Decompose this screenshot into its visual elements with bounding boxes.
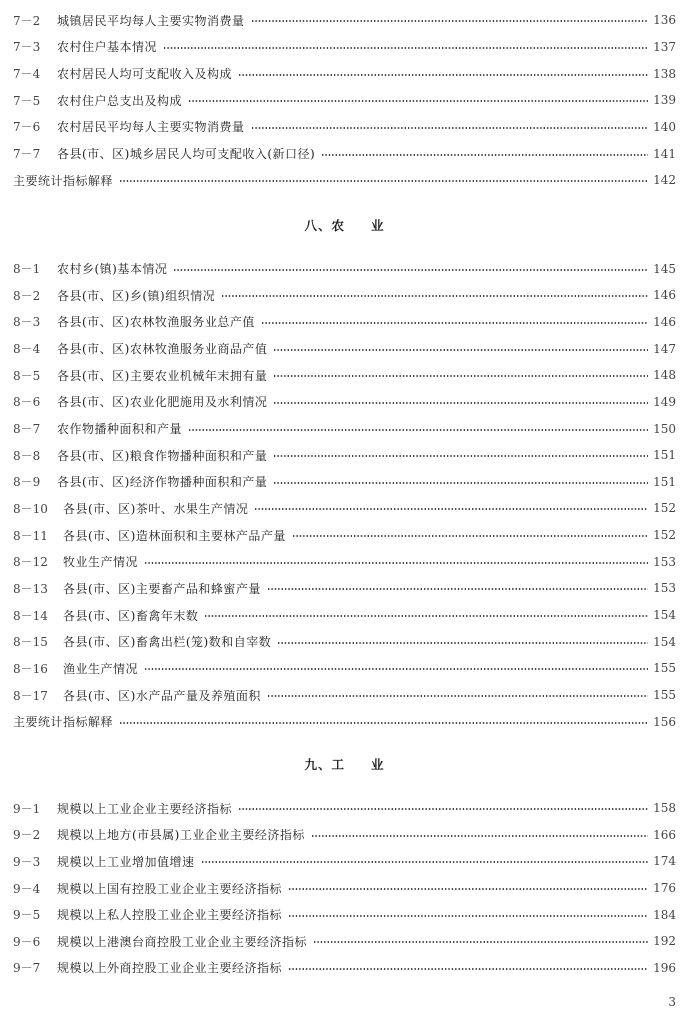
dot-leader <box>273 349 648 351</box>
toc-entry[interactable] <box>0 309 689 336</box>
toc-entry[interactable] <box>0 795 689 822</box>
dot-leader <box>119 180 648 182</box>
entry-number: 7－5 <box>13 93 41 108</box>
dot-leader <box>292 535 648 537</box>
entry-title[interactable]: 各县(市、区)农林牧渔服务业商品产值 <box>57 342 268 357</box>
entry-title[interactable]: 农作物播种面积和产量 <box>57 422 183 437</box>
entry-number: 8－1 <box>13 262 41 277</box>
toc-entry[interactable] <box>0 928 689 955</box>
dot-leader <box>251 127 648 129</box>
dot-leader <box>311 835 648 837</box>
entry-title[interactable]: 规模以上私人控股工业企业主要经济指标 <box>57 908 283 923</box>
entry-title[interactable]: 各县(市、区)主要畜产品和蜂蜜产量 <box>63 581 261 596</box>
entry-page: 176 <box>653 881 676 896</box>
entry-title[interactable]: 各县(市、区)茶叶、水果生产情况 <box>63 501 249 516</box>
entry-page: 139 <box>653 93 676 108</box>
entry-title[interactable]: 各县(市、区)经济作物播种面积和产量 <box>57 475 268 490</box>
entry-number: 8－7 <box>13 422 41 437</box>
dot-leader <box>321 154 648 156</box>
entry-page: 155 <box>653 661 676 676</box>
dot-leader <box>273 402 648 404</box>
entry-number: 8－9 <box>13 475 41 490</box>
entry-number: 7－7 <box>13 147 41 162</box>
dot-leader <box>201 861 648 863</box>
entry-page: 151 <box>653 448 676 463</box>
entry-title[interactable]: 渔业生产情况 <box>63 661 139 676</box>
entry-page: 184 <box>653 907 676 922</box>
entry-title[interactable]: 农村住户基本情况 <box>57 40 158 55</box>
entry-number: 8－10 <box>13 501 48 516</box>
entry-page: 166 <box>653 827 676 842</box>
entry-title[interactable]: 各县(市、区)农林牧渔服务业总产值 <box>57 315 255 330</box>
entry-number: 7－4 <box>13 67 41 82</box>
toc-entry[interactable] <box>0 495 689 522</box>
dot-leader <box>277 642 648 644</box>
entry-page: 136 <box>653 13 676 28</box>
entry-page: 141 <box>653 146 676 161</box>
section-heading <box>0 212 689 239</box>
entry-title[interactable]: 各县(市、区)农业化肥施用及水利情况 <box>57 395 268 410</box>
entry-number: 8－5 <box>13 368 41 383</box>
entry-page: 158 <box>653 801 676 816</box>
entry-page: 154 <box>653 608 676 623</box>
entry-page: 174 <box>653 854 676 869</box>
toc-entry[interactable] <box>0 362 689 389</box>
entry-number: 8－14 <box>13 608 48 623</box>
entry-page: 142 <box>653 173 676 188</box>
toc-entry[interactable] <box>0 469 689 496</box>
toc-entry[interactable] <box>0 34 689 61</box>
entry-title[interactable]: 规模以上外商控股工业企业主要经济指标 <box>57 961 283 976</box>
entry-title[interactable]: 规模以上港澳台商控股工业企业主要经济指标 <box>57 934 308 949</box>
dot-leader <box>273 455 648 457</box>
dot-leader <box>267 695 648 697</box>
entry-page: 146 <box>653 288 676 303</box>
dot-leader <box>163 47 648 49</box>
dot-leader <box>188 100 648 102</box>
toc-entry[interactable] <box>0 60 689 87</box>
entry-title[interactable]: 各县(市、区)主要农业机械年末拥有量 <box>57 368 268 383</box>
dot-leader <box>288 915 648 917</box>
entry-title[interactable]: 规模以上地方(市县属)工业企业主要经济指标 <box>57 828 305 843</box>
entry-page: 138 <box>653 66 676 81</box>
entry-title[interactable]: 规模以上工业增加值增速 <box>57 854 195 869</box>
toc-entry[interactable] <box>0 415 689 442</box>
toc-entry[interactable] <box>0 548 689 575</box>
section-heading-left: 九、工 <box>304 757 345 773</box>
dot-leader <box>261 322 648 324</box>
entry-page: 192 <box>653 934 676 949</box>
dot-leader <box>238 808 648 810</box>
entry-number: 9－7 <box>13 961 41 976</box>
entry-number: 9－3 <box>13 854 41 869</box>
entry-title[interactable]: 农村居民平均每人主要实物消费量 <box>57 120 245 135</box>
section-heading-left: 八、农 <box>304 217 345 233</box>
toc-entry[interactable] <box>0 708 689 735</box>
toc-entry[interactable] <box>0 655 689 682</box>
dot-leader <box>173 269 648 271</box>
dot-leader <box>288 888 648 890</box>
dot-leader <box>188 429 648 431</box>
dot-leader <box>251 20 648 22</box>
entry-page: 150 <box>653 421 676 436</box>
entry-page: 145 <box>653 261 676 276</box>
entry-page: 140 <box>653 119 676 134</box>
toc-entry[interactable] <box>0 87 689 114</box>
entry-number: 8－13 <box>13 581 48 596</box>
entry-number: 8－17 <box>13 688 48 703</box>
entry-title[interactable]: 各县(市、区)水产品产量及养殖面积 <box>63 688 261 703</box>
toc-entry[interactable] <box>0 282 689 309</box>
entry-number: 9－5 <box>13 908 41 923</box>
entry-title[interactable]: 各县(市、区)乡(镇)组织情况 <box>57 288 216 303</box>
toc-entry[interactable] <box>0 848 689 875</box>
entry-page: 154 <box>653 634 676 649</box>
dot-leader <box>119 722 648 724</box>
entry-page: 155 <box>653 688 676 703</box>
entry-title[interactable]: 各县(市、区)造林面积和主要林产品产量 <box>63 528 286 543</box>
entry-number: 9－2 <box>13 828 41 843</box>
table-of-contents <box>0 7 689 981</box>
toc-entry[interactable] <box>0 955 689 982</box>
entry-number: 8－6 <box>13 395 41 410</box>
entry-page: 148 <box>653 368 676 383</box>
entry-number: 8－16 <box>13 661 48 676</box>
entry-title[interactable]: 农村居民人均可支配收入及构成 <box>57 67 233 82</box>
entry-title[interactable]: 城镇居民平均每人主要实物消费量 <box>57 13 245 28</box>
entry-number: 8－4 <box>13 342 41 357</box>
toc-entry[interactable] <box>0 255 689 282</box>
toc-entry[interactable] <box>0 522 689 549</box>
toc-entry[interactable] <box>0 389 689 416</box>
entry-page: 152 <box>653 528 676 543</box>
toc-entry[interactable] <box>0 901 689 928</box>
entry-title[interactable]: 各县(市、区)城乡居民人均可支配收入(新口径) <box>57 147 316 162</box>
entry-page: 149 <box>653 394 676 409</box>
entry-page: 196 <box>653 960 676 975</box>
toc-entry[interactable] <box>0 575 689 602</box>
toc-entry[interactable] <box>0 875 689 902</box>
entry-title[interactable]: 各县(市、区)畜禽出栏(笼)数和自宰数 <box>63 635 272 650</box>
entry-title[interactable]: 主要统计指标解释 <box>13 173 114 188</box>
dot-leader <box>204 615 648 617</box>
entry-number: 8－3 <box>13 315 41 330</box>
dot-leader <box>144 562 648 564</box>
toc-entry[interactable] <box>0 167 689 194</box>
entry-number: 8－12 <box>13 555 48 570</box>
toc-entry[interactable] <box>0 335 689 362</box>
toc-entry[interactable] <box>0 682 689 709</box>
toc-entry[interactable] <box>0 602 689 629</box>
page-number: 3 <box>668 995 676 1009</box>
toc-entry[interactable] <box>0 140 689 167</box>
entry-page: 146 <box>653 314 676 329</box>
entry-title[interactable]: 农村住户总支出及构成 <box>57 93 183 108</box>
entry-page: 137 <box>653 39 676 54</box>
dot-leader <box>267 588 648 590</box>
toc-entry[interactable] <box>0 7 689 34</box>
toc-entry[interactable] <box>0 114 689 141</box>
entry-page: 147 <box>653 341 676 356</box>
dot-leader <box>238 74 648 76</box>
entry-page: 153 <box>653 581 676 596</box>
dot-leader <box>254 508 648 510</box>
entry-page: 153 <box>653 554 676 569</box>
toc-entry[interactable] <box>0 628 689 655</box>
entry-number: 7－3 <box>13 40 41 55</box>
entry-number: 7－2 <box>13 13 41 28</box>
toc-entry[interactable] <box>0 821 689 848</box>
entry-page: 152 <box>653 501 676 516</box>
section-heading-right: 业 <box>371 757 385 773</box>
entry-number: 9－1 <box>13 801 41 816</box>
entry-number: 9－4 <box>13 881 41 896</box>
dot-leader <box>144 668 648 670</box>
dot-leader <box>288 968 648 970</box>
entry-number: 8－8 <box>13 448 41 463</box>
dot-leader <box>273 375 648 377</box>
dot-leader <box>313 941 648 943</box>
entry-title[interactable]: 规模以上国有控股工业企业主要经济指标 <box>57 881 283 896</box>
entry-number: 8－11 <box>13 528 48 543</box>
entry-title[interactable]: 规模以上工业企业主要经济指标 <box>57 801 233 816</box>
entry-page: 156 <box>653 714 676 729</box>
entry-number: 8－15 <box>13 635 48 650</box>
entry-number: 9－6 <box>13 934 41 949</box>
entry-title[interactable]: 牧业生产情况 <box>63 555 139 570</box>
section-heading-right: 业 <box>371 217 385 233</box>
toc-entry[interactable] <box>0 442 689 469</box>
entry-title[interactable]: 各县(市、区)粮食作物播种面积和产量 <box>57 448 268 463</box>
entry-title[interactable]: 各县(市、区)畜禽年末数 <box>63 608 199 623</box>
entry-title[interactable]: 主要统计指标解释 <box>13 715 114 730</box>
entry-title[interactable]: 农村乡(镇)基本情况 <box>57 262 168 277</box>
entry-page: 151 <box>653 474 676 489</box>
entry-number: 8－2 <box>13 288 41 303</box>
entry-number: 7－6 <box>13 120 41 135</box>
dot-leader <box>221 295 648 297</box>
section-heading <box>0 751 689 778</box>
dot-leader <box>273 482 648 484</box>
